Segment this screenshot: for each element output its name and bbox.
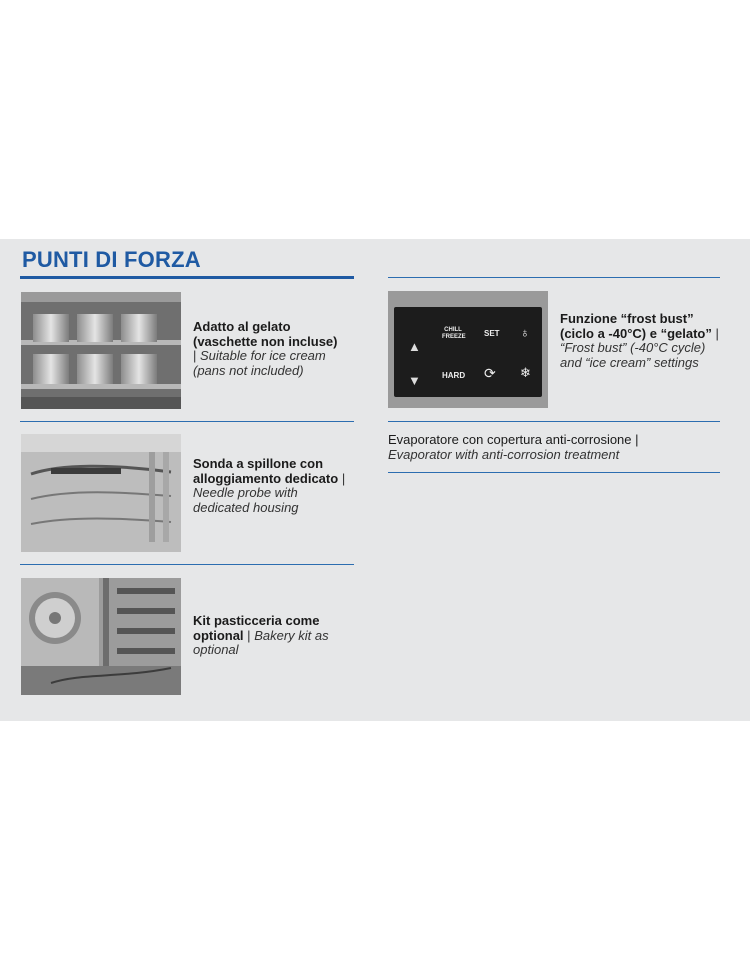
separator: | — [193, 348, 197, 363]
feature-translation: Suitable for ice cream (pans not included) — [193, 348, 326, 378]
snowflake-icon: ❄ — [520, 365, 531, 380]
feature-title: Sonda a spillone con alloggiamento dedicato — [193, 456, 339, 486]
section-title: PUNTI DI FORZA — [22, 247, 201, 272]
feature-translation: Needle probe with dedicated housing — [193, 485, 299, 515]
cycle-icon: ⟳ — [484, 365, 496, 381]
feature-translation: “Frost bust” (-40°C cycle) and “ice cream” settings — [560, 340, 706, 370]
feature-title: Kit pasticceria come optional — [193, 613, 320, 643]
feature-title: Funzione “frost bust” (ciclo a -40°C) e “gelato” — [560, 311, 712, 341]
feature-caption — [193, 614, 353, 658]
divider — [20, 564, 354, 565]
feature-translation: Bakery kit as optional — [193, 627, 329, 657]
feature-caption — [193, 320, 358, 378]
divider — [388, 421, 720, 422]
up-arrow-icon: ▲ — [408, 339, 421, 354]
control-panel-image — [388, 291, 548, 408]
title-underline — [20, 276, 354, 279]
feature-caption — [560, 312, 725, 370]
ice-cream-pans-image — [21, 292, 181, 409]
feature-title: Adatto al gelato (vaschette non incluse) — [193, 319, 338, 349]
divider — [388, 277, 720, 278]
separator: | — [635, 432, 639, 447]
down-arrow-icon: ▼ — [408, 373, 421, 388]
feature-caption — [193, 457, 353, 515]
bakery-kit-image — [21, 578, 181, 695]
divider — [388, 472, 720, 473]
ice-cream-icon: ♁ — [520, 325, 530, 340]
feature-caption — [388, 432, 728, 462]
chill-freeze-label: CHILL FREEZE — [442, 327, 466, 340]
set-label: SET — [484, 329, 500, 338]
touch-panel — [394, 307, 542, 397]
divider — [20, 421, 354, 422]
feature-title: Evaporatore con copertura anti-corrosione — [388, 432, 632, 447]
separator: | — [247, 627, 251, 643]
separator: | — [341, 470, 346, 486]
needle-probe-image — [21, 434, 181, 552]
separator: | — [715, 325, 719, 341]
hard-label: HARD — [442, 371, 466, 380]
feature-translation: Evaporator with anti-corrosion treatment — [388, 447, 620, 462]
